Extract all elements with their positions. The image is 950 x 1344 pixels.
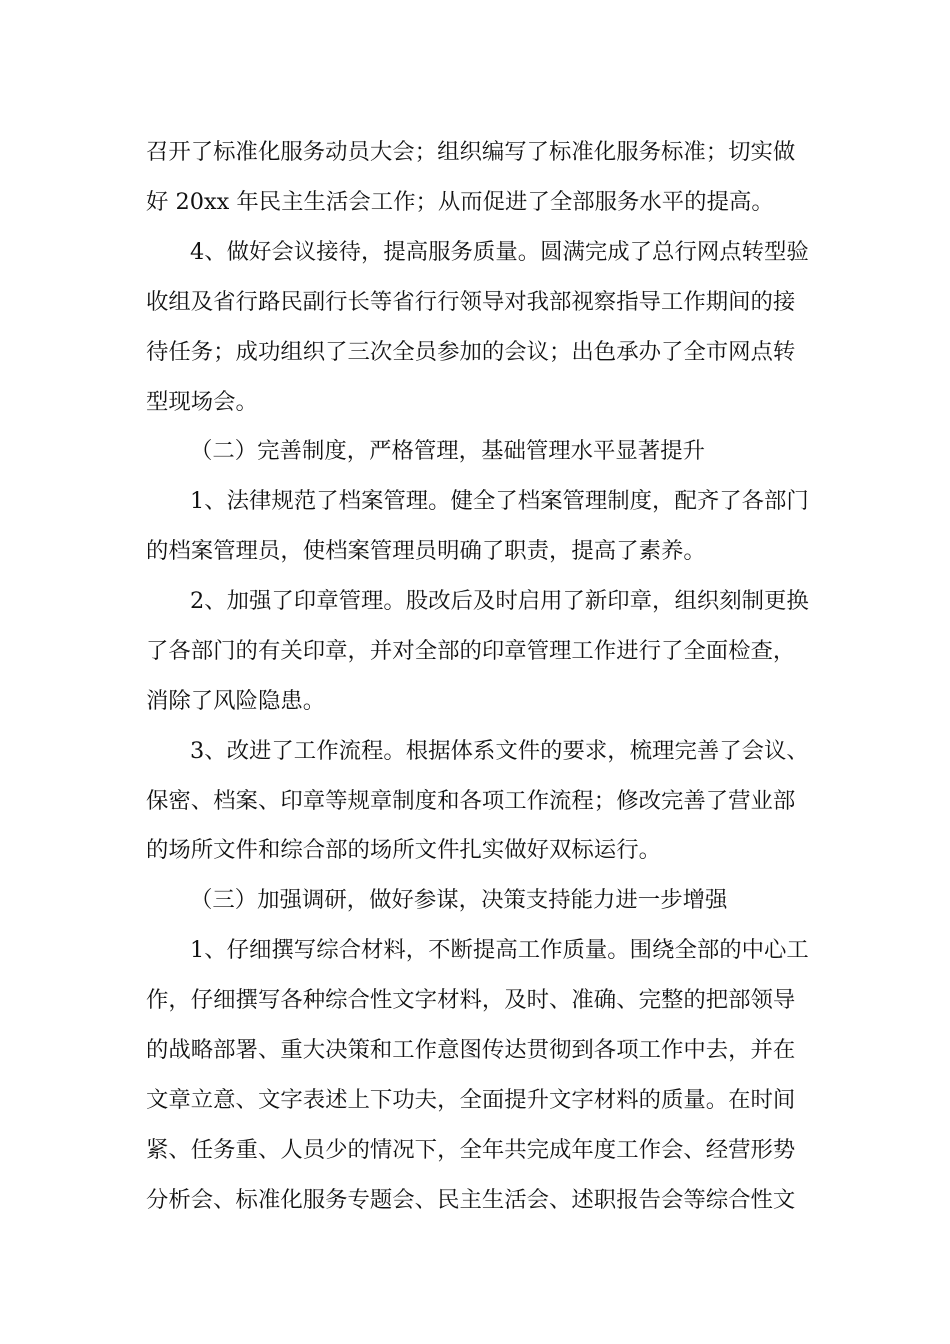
paragraph-line: 的场所文件和综合部的场所文件扎实做好双标运行。 xyxy=(146,837,661,863)
paragraph-line: 1、法律规范了档案管理。健全了档案管理制度，配齐了各部门 xyxy=(190,488,809,514)
paragraph-line: 2、加强了印章管理。股改后及时启用了新印章，组织刻制更换 xyxy=(190,588,809,614)
paragraph-line: 待任务；成功组织了三次全员参加的会议；出色承办了全市网点转 xyxy=(146,339,796,365)
paragraph-line: 文章立意、文字表述上下功夫，全面提升文字材料的质量。在时间 xyxy=(146,1087,796,1113)
paragraph-line: 紧、任务重、人员少的情况下，全年共完成年度工作会、经营形势 xyxy=(146,1137,796,1163)
paragraph-line: 收组及省行路民副行长等省行行领导对我部视察指导工作期间的接 xyxy=(146,289,796,315)
paragraph-line: 1、仔细撰写综合材料，不断提高工作质量。围绕全部的中心工 xyxy=(190,937,809,963)
paragraph-line: 4、做好会议接待，提高服务质量。圆满完成了总行网点转型验 xyxy=(190,239,809,265)
paragraph-line: 3、改进了工作流程。根据体系文件的要求，梳理完善了会议、 xyxy=(190,738,809,764)
paragraph-line: 分析会、标准化服务专题会、民主生活会、述职报告会等综合性文 xyxy=(146,1187,796,1213)
paragraph-line: 的战略部署、重大决策和工作意图传达贯彻到各项工作中去，并在 xyxy=(146,1037,796,1063)
paragraph-line: 消除了风险隐患。 xyxy=(146,688,326,714)
paragraph-line: 召开了标准化服务动员大会；组织编写了标准化服务标准；切实做 xyxy=(146,139,796,165)
paragraph-line: 作，仔细撰写各种综合性文字材料，及时、准确、完整的把部领导 xyxy=(146,987,796,1013)
paragraph-line: 保密、档案、印章等规章制度和各项工作流程；修改完善了营业部 xyxy=(146,788,796,814)
section-heading: （二）完善制度，严格管理，基础管理水平显著提升 xyxy=(190,438,705,464)
paragraph-line: 的档案管理员，使档案管理员明确了职责，提高了素养。 xyxy=(146,538,706,564)
paragraph-line: 了各部门的有关印章，并对全部的印章管理工作进行了全面检查， xyxy=(146,638,796,664)
paragraph-line: 型现场会。 xyxy=(146,389,258,415)
paragraph-line: 好 20xx 年民主生活会工作；从而促进了全部服务水平的提高。 xyxy=(146,189,774,215)
section-heading: （三）加强调研，做好参谋，决策支持能力进一步增强 xyxy=(190,887,728,913)
